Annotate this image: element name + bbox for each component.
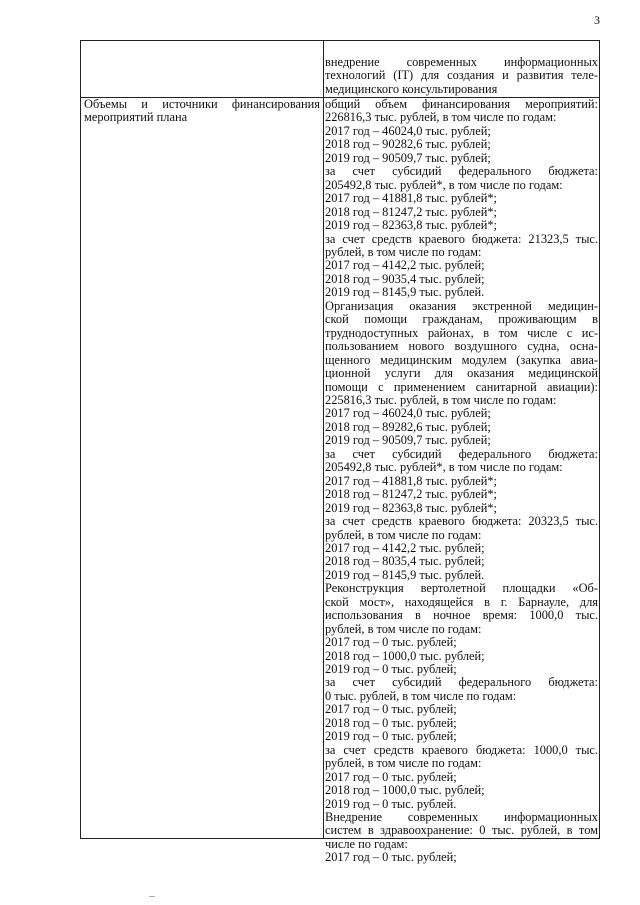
text-line: за счет субсидий федерального бюджета: bbox=[325, 675, 598, 690]
column-divider bbox=[323, 41, 324, 838]
text-line: труднодоступных районах, в том числе с ис- bbox=[325, 325, 598, 340]
text-line: 2017 год – 46024,0 тыс. рублей; bbox=[325, 406, 491, 421]
text-line: 2018 год – 81247,2 тыс. рублей*; bbox=[325, 487, 497, 502]
text-line: общий объем финансирования мероприятий: bbox=[325, 97, 598, 111]
text-line: 2019 год – 8145,9 тыс. рублей. bbox=[325, 567, 485, 582]
text-line: 2017 год – 0 тыс. рублей; bbox=[325, 769, 457, 784]
text-line: 2018 год – 1000,0 тыс. рублей; bbox=[325, 648, 485, 663]
text-line: ской помощи гражданам, проживающим в bbox=[325, 312, 598, 327]
text-line: 2018 год – 90282,6 тыс. рублей; bbox=[325, 137, 491, 152]
text-line: Организация оказания экстренной медицин- bbox=[325, 298, 598, 313]
text-line: 226816,3 тыс. рублей, в том числе по годам: bbox=[325, 110, 557, 125]
text-line: за счет средств краевого бюджета: 21323,5 тыс. bbox=[325, 231, 598, 246]
text-line: 0 тыс. рублей, в том числе по годам: bbox=[325, 688, 517, 703]
text-line: 2017 год – 46024,0 тыс. рублей; bbox=[325, 123, 491, 138]
text-line: за счет субсидий федерального бюджета: bbox=[325, 446, 598, 461]
text-line: 2019 год – 0 тыс. рублей; bbox=[325, 662, 457, 677]
text-line: 2017 год – 41881,8 тыс. рублей*; bbox=[325, 191, 497, 206]
text-line: 2018 год – 9035,4 тыс. рублей; bbox=[325, 271, 485, 286]
text-line: 2019 год – 82363,8 тыс. рублей*; bbox=[325, 218, 497, 233]
text-line: пользованием нового воздушного судна, осна- bbox=[325, 339, 598, 354]
text-line: за счет средств краевого бюджета: 20323,5 тыс. bbox=[325, 514, 598, 529]
text-line: за счет средств краевого бюджета: 1000,0 тыс. bbox=[325, 742, 598, 757]
text-line: 2017 год – 41881,8 тыс. рублей*; bbox=[325, 473, 497, 488]
text-line: числе по годам: bbox=[325, 836, 408, 851]
text-line: рублей, в том числе по годам: bbox=[325, 756, 482, 771]
text-line: медицинского консультирования bbox=[325, 81, 498, 96]
text-line: 2019 год – 8145,9 тыс. рублей. bbox=[325, 285, 485, 300]
text-line: за счет субсидий федерального бюджета: bbox=[325, 164, 598, 179]
text-line: технологий (IT) для создания и развития теле- bbox=[325, 68, 598, 83]
row1-right-cell bbox=[325, 56, 598, 96]
text-line: 2019 год – 0 тыс. рублей. bbox=[325, 796, 457, 811]
text-line: 2018 год – 1000,0 тыс. рублей; bbox=[325, 783, 485, 798]
text-line: рублей, в том числе по годам: bbox=[325, 621, 482, 636]
row2-left-cell bbox=[84, 98, 320, 125]
text-line: 2019 год – 90509,7 тыс. рублей; bbox=[325, 433, 491, 448]
text-line: 2018 год – 81247,2 тыс. рублей*; bbox=[325, 204, 497, 219]
scan-mark bbox=[149, 896, 155, 897]
text-line: 205492,8 тыс. рублей*, в том числе по годам: bbox=[325, 177, 563, 192]
text-line: 2019 год – 0 тыс. рублей; bbox=[325, 729, 457, 744]
page-number: 3 bbox=[594, 13, 600, 27]
text-line: 2018 год – 0 тыс. рублей; bbox=[325, 715, 457, 730]
text-line: ционной услуги для оказания медицинской bbox=[325, 366, 598, 381]
text-line: 2018 год – 89282,6 тыс. рублей; bbox=[325, 419, 491, 434]
text-line: использования в ночное время: 1000,0 тыс. bbox=[325, 608, 598, 623]
text-line: рублей, в том числе по годам: bbox=[325, 527, 482, 542]
text-line: 2017 год – 4142,2 тыс. рублей; bbox=[325, 540, 485, 555]
text-line: рублей, в том числе по годам: bbox=[325, 244, 482, 259]
text-line: 2017 год – 0 тыс. рублей; bbox=[325, 702, 457, 717]
text-line: 2017 год – 0 тыс. рублей; bbox=[325, 635, 457, 650]
text-line: 225816,3 тыс. рублей, в том числе по годам: bbox=[325, 392, 557, 407]
text-line: 2018 год – 8035,4 тыс. рублей; bbox=[325, 554, 485, 569]
plan-passport-table bbox=[80, 40, 600, 865]
row2-right-cell bbox=[325, 98, 598, 865]
text-line: помощи с применением санитарной авиации): bbox=[325, 379, 598, 394]
text-line: щенного медицинским модулем (закупка авиа- bbox=[325, 352, 598, 367]
text-line: Объемы и источники финансирования bbox=[84, 97, 320, 111]
text-line: 2019 год – 90509,7 тыс. рублей; bbox=[325, 150, 491, 165]
text-line: мероприятий плана bbox=[84, 110, 188, 125]
text-line: систем в здравоохранение: 0 тыс. рублей, в том bbox=[325, 823, 598, 838]
text-line: ской мост», находящейся в г. Барнауле, для bbox=[325, 594, 598, 609]
text-line: внедрение современных информационных bbox=[325, 55, 598, 69]
text-line: 205492,8 тыс. рублей*, в том числе по годам: bbox=[325, 460, 563, 475]
text-line: Внедрение современных информационных bbox=[325, 810, 598, 825]
text-line: 2017 год – 0 тыс. рублей; bbox=[325, 850, 457, 865]
text-line: 2019 год – 82363,8 тыс. рублей*; bbox=[325, 500, 497, 515]
text-line: 2017 год – 4142,2 тыс. рублей; bbox=[325, 258, 485, 273]
text-line: Реконструкция вертолетной площадки «Об- bbox=[325, 581, 598, 596]
